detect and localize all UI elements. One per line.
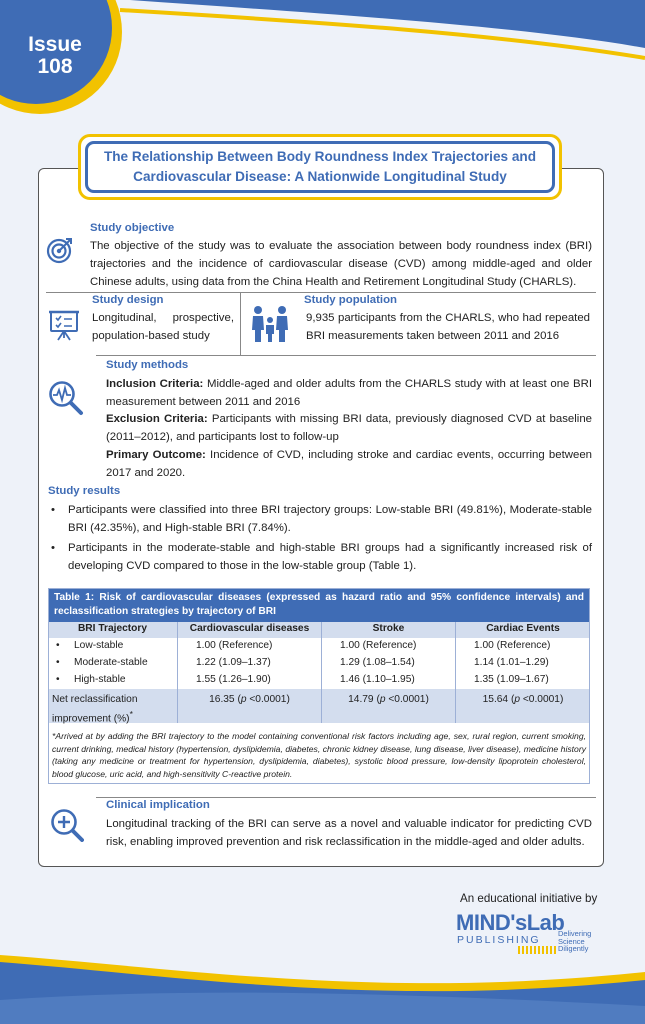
presentation-board-icon	[48, 308, 80, 342]
population-text: 9,935 participants from the CHARLS, who had repeated BRI measurements taken between 2011 and 2016	[306, 312, 590, 342]
logo-lab: Lab	[526, 910, 565, 935]
zoom-in-icon	[50, 808, 84, 842]
divider	[96, 355, 596, 356]
table-header: Cardiovascular diseases	[178, 622, 322, 638]
logo-tagline	[558, 930, 591, 953]
table-cell: 1.22 (1.09–1.37)	[178, 655, 322, 672]
list-item: • Participants in the moderate-stable and high-stable BRI groups had a significantly increased risk of developing CVD compared to those in the low-stable group (Table 1).	[48, 539, 592, 575]
table-row	[48, 672, 590, 689]
table-cell: 1.00 (Reference)	[474, 640, 551, 651]
logo-tagline-line: Science	[558, 936, 585, 946]
p-prefix: (	[237, 694, 241, 705]
implication-heading: Clinical implication	[106, 799, 210, 811]
table-cell: • Low-stable	[48, 638, 178, 655]
table-row	[48, 655, 590, 672]
table-cell	[178, 689, 322, 723]
nri-value: 16.35	[209, 694, 235, 705]
nri-value: 14.79	[348, 694, 374, 705]
analysis-magnifier-icon	[48, 380, 84, 416]
divider	[240, 293, 241, 355]
inclusion-text: Middle-aged and older adults from the CHARLS study with at least one BRI measurement between 2011 and 2016	[106, 378, 592, 408]
p-suffix: <0.0001)	[385, 694, 429, 705]
inclusion-criteria	[106, 375, 592, 411]
table-cell: 1.55 (1.26–1.90)	[178, 672, 322, 689]
methods-heading: Study methods	[106, 359, 189, 371]
issue-label: Issue	[28, 33, 82, 56]
issue-number: 108	[37, 55, 73, 78]
table-caption: Table 1: Risk of cardiovascular diseases (expressed as hazard ratio and 95% confidence intervals) and reclassification strategies by trajectory of BRI	[48, 588, 590, 622]
divider	[96, 797, 596, 798]
nri-label: Net reclassification improvement (%)	[52, 694, 138, 725]
nri-value: 15.64	[482, 694, 509, 705]
nri-label-cell	[48, 689, 178, 723]
title-box	[78, 134, 562, 200]
table-cell: • Moderate-stable	[48, 655, 178, 672]
results-heading: Study results	[48, 485, 121, 497]
table-footnote: *Arrived at by adding the BRI trajectory to the model containing conventional risk factors including age, sex, rural region, current smoking, current drinking, medical history (hypertension, dyslipidemia, diabetes, chronic kidney disease, lung disease, liver disease), medicine history (taking any medicine or treatment for hypertension, dyslipidemia, diabetes), systolic blood pressure, low-density lipoprotein cholesterol, blood glucose, uric acid, and high-sensitivity C-reactive protein.	[52, 731, 586, 779]
table-cell	[456, 689, 590, 723]
page-title: The Relationship Between Body Roundness Index Trajectories and Cardiovascular Disease: A Nationwide Longitudinal Study	[85, 141, 555, 193]
table-header: Stroke	[322, 622, 456, 638]
implication-text: Longitudinal tracking of the BRI can serve as a novel and valuable indicator for predicting CVD risk, enabling improved prevention and risk reclassification in the middle-aged and older adults.	[106, 818, 592, 848]
divider	[46, 292, 596, 293]
logo-stripes-icon	[518, 946, 558, 954]
p-prefix: (	[376, 694, 380, 705]
table-cell: 1.14 (1.01–1.29)	[474, 657, 549, 668]
table-header: BRI Trajectory	[48, 622, 178, 638]
initiative-text: An educational initiative by	[460, 892, 598, 905]
p-letter: p	[240, 694, 247, 705]
outcome-text: Incidence of CVD, including stroke and cardiac events, occurring between 2017 and 2020.	[106, 449, 592, 479]
table-cell: 1.35 (1.09–1.67)	[474, 674, 549, 685]
table-row-nri	[48, 689, 590, 723]
results-list	[48, 501, 592, 577]
logo-mind: MIND's	[456, 910, 527, 935]
inclusion-label: Inclusion Criteria:	[106, 378, 204, 390]
logo-tagline-line: Delivering	[558, 929, 592, 938]
results-table	[48, 622, 590, 723]
p-prefix: (	[510, 694, 515, 705]
table-cell: 1.00 (Reference)	[178, 638, 322, 655]
exclusion-label: Exclusion Criteria:	[106, 413, 208, 425]
design-text: Longitudinal, prospective, population-based study	[92, 312, 234, 342]
exclusion-text: Participants with missing BRI data, previously diagnosed CVD at baseline (2011–2012), and participants lost to follow-up	[106, 413, 592, 443]
issue-badge	[0, 0, 108, 105]
target-icon	[46, 236, 74, 264]
table-header: Cardiac Events	[486, 623, 560, 634]
p-letter: p	[379, 694, 386, 705]
p-suffix: <0.0001)	[520, 694, 564, 705]
p-suffix: <0.0001)	[246, 694, 290, 705]
family-icon	[248, 304, 294, 344]
objective-text: The objective of the study was to evaluate the association between body roundness index (BRI) trajectories and the incidence of cardiovascular disease (CVD) among middle-aged and older Chinese adults, using data from the China Health and Retirement Longitudinal Study (CHARLS).	[90, 240, 592, 288]
list-item: • Participants were classified into three BRI trajectory groups: Low-stable BRI (49.81%), Moderate-stable BRI (42.35%), and High-stable BRI (7.84%).	[48, 501, 592, 537]
table-cell: 1.29 (1.08–1.54)	[322, 655, 456, 672]
table-header-row	[48, 622, 590, 638]
nri-footnote-mark: *	[129, 709, 133, 719]
table-cell	[322, 689, 456, 723]
table-cell: 1.46 (1.10–1.95)	[322, 672, 456, 689]
population-heading: Study population	[304, 294, 398, 306]
logo-publishing: PUBLISHING	[457, 934, 541, 946]
outcome-label: Primary Outcome:	[106, 449, 206, 461]
primary-outcome	[106, 446, 592, 482]
table-cell: • High-stable	[48, 672, 178, 689]
objective-heading: Study objective	[90, 222, 175, 234]
p-letter: p	[514, 694, 521, 705]
logo-tagline-line: Diligently	[558, 944, 589, 953]
logo-wordmark	[456, 910, 564, 936]
publisher-logo	[456, 910, 606, 960]
table-cell: 1.00 (Reference)	[322, 638, 456, 655]
design-heading: Study design	[92, 294, 164, 306]
table-row	[48, 638, 590, 655]
exclusion-criteria	[106, 410, 592, 446]
